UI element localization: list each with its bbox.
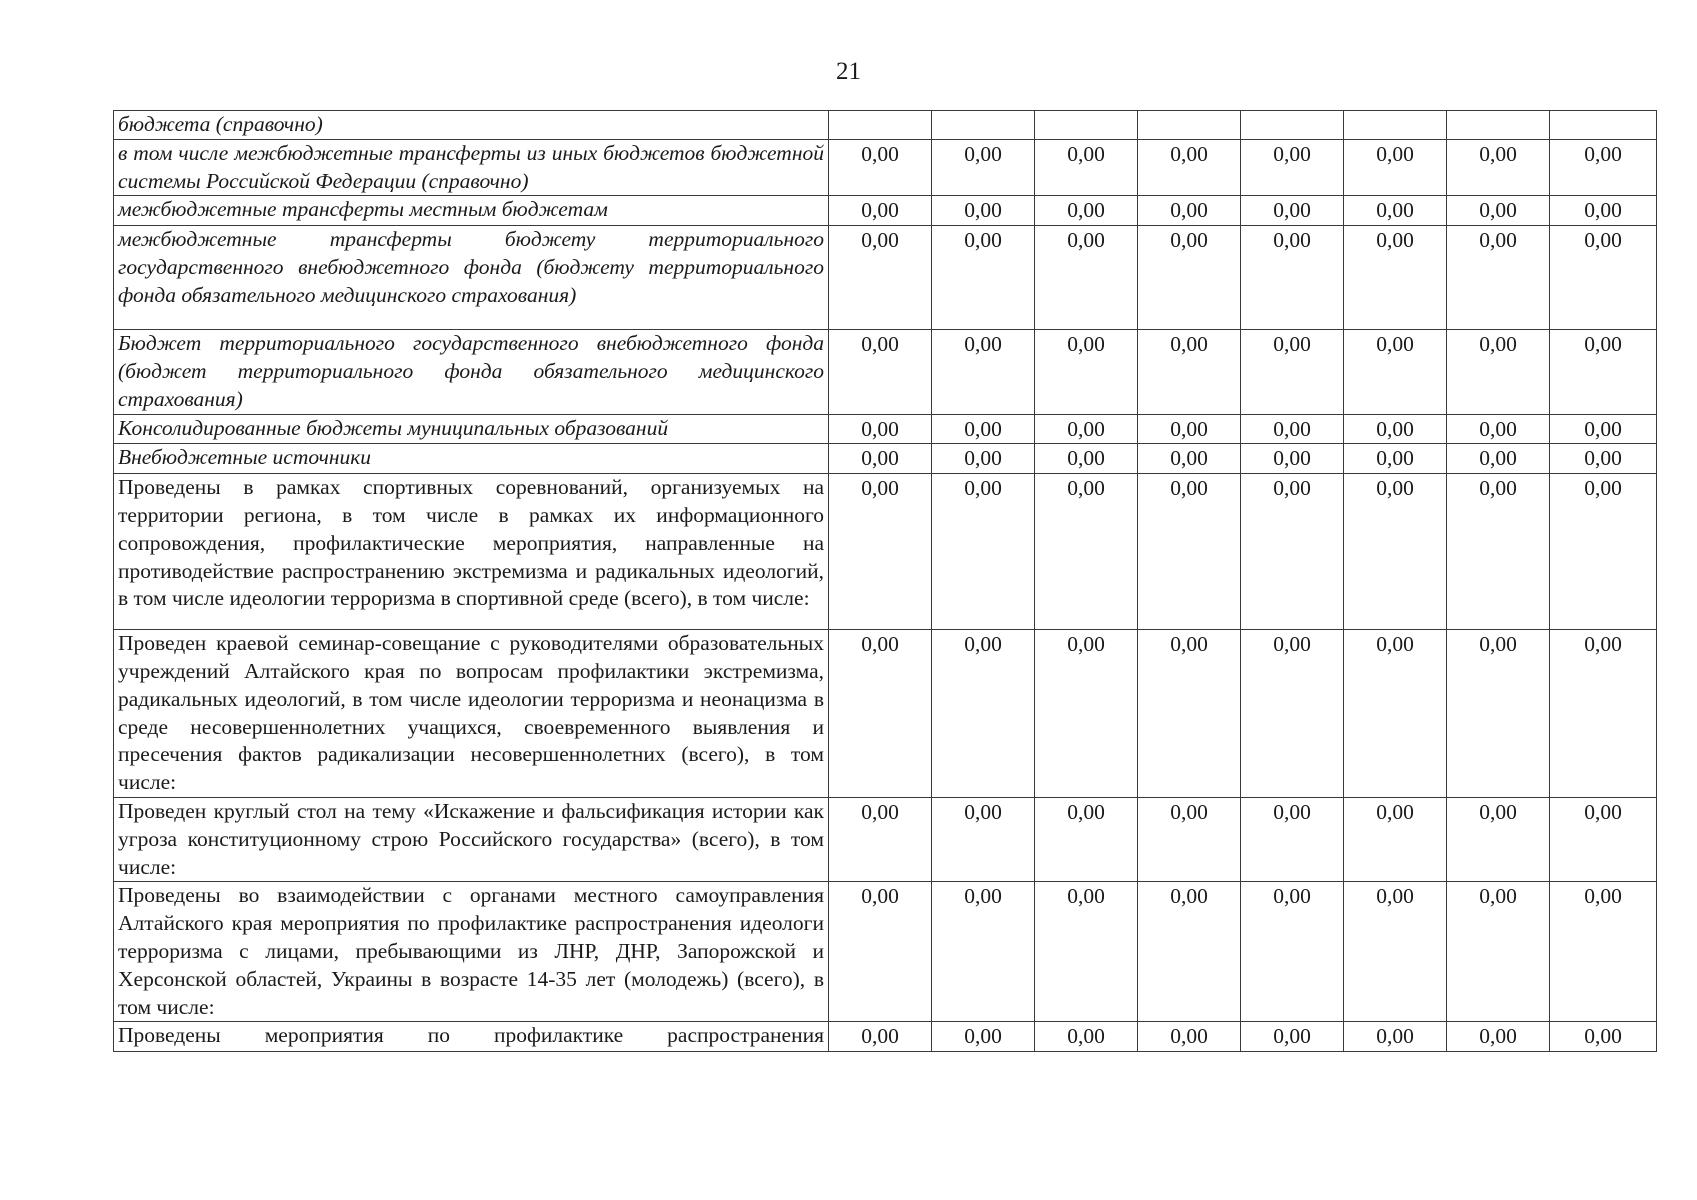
row-description: в том числе межбюджетные трансферты из иных бюджетов бюджетной системы Российской Федерации (справочно) <box>114 139 829 196</box>
value-cell: 0,00 <box>829 882 932 1022</box>
table-row <box>114 630 1657 798</box>
table-row <box>114 139 1657 196</box>
value-cell: 0,00 <box>1344 882 1447 1022</box>
value-cell <box>1344 111 1447 140</box>
value-cell: 0,00 <box>1344 226 1447 330</box>
table-row <box>114 414 1657 444</box>
value-cell: 0,00 <box>829 330 932 414</box>
value-cell: 0,00 <box>1035 196 1138 226</box>
value-cell: 0,00 <box>1035 226 1138 330</box>
value-cell: 0,00 <box>1035 882 1138 1022</box>
value-cell: 0,00 <box>932 330 1035 414</box>
value-cell: 0,00 <box>829 444 932 474</box>
value-cell: 0,00 <box>1138 474 1241 630</box>
value-cell <box>1241 111 1344 140</box>
row-description: межбюджетные трансферты бюджету территориального государственного внебюджетного фонда (бюджету территориального фонда обязательного медицинского страхования) <box>114 226 829 330</box>
value-cell: 0,00 <box>1550 444 1657 474</box>
table-row <box>114 111 1657 140</box>
value-cell: 0,00 <box>1344 414 1447 444</box>
value-cell: 0,00 <box>1550 330 1657 414</box>
row-description: Проведен краевой семинар-совещание с руководителями образовательных учреждений Алтайского края по вопросам профилактики экстремизма, радикальных идеологий, в том числе идеологии терроризма и неонацизма в среде несовершеннолетних учащихся, своевременного выявления и пресечения фактов радикализации несовершеннолетних (всего), в том числе: <box>114 630 829 798</box>
table-row <box>114 330 1657 414</box>
value-cell: 0,00 <box>1241 797 1344 881</box>
table-body <box>114 111 1657 1052</box>
value-cell: 0,00 <box>1138 882 1241 1022</box>
value-cell: 0,00 <box>1241 474 1344 630</box>
value-cell: 0,00 <box>1447 1022 1550 1052</box>
value-cell: 0,00 <box>1447 797 1550 881</box>
page-number: 21 <box>836 58 861 85</box>
value-cell: 0,00 <box>932 474 1035 630</box>
value-cell: 0,00 <box>1447 196 1550 226</box>
value-cell: 0,00 <box>1550 414 1657 444</box>
value-cell: 0,00 <box>829 1022 932 1052</box>
row-description: Проведен круглый стол на тему «Искажение и фальсификация истории как угроза конституционному строю Российского государства» (всего), в том числе: <box>114 797 829 881</box>
value-cell: 0,00 <box>1035 139 1138 196</box>
value-cell: 0,00 <box>1344 474 1447 630</box>
value-cell: 0,00 <box>1035 414 1138 444</box>
value-cell: 0,00 <box>1550 630 1657 798</box>
value-cell: 0,00 <box>1035 444 1138 474</box>
value-cell: 0,00 <box>1138 196 1241 226</box>
value-cell: 0,00 <box>1035 630 1138 798</box>
value-cell: 0,00 <box>1138 226 1241 330</box>
value-cell: 0,00 <box>1344 444 1447 474</box>
value-cell: 0,00 <box>1138 1022 1241 1052</box>
value-cell <box>829 111 932 140</box>
table-row <box>114 474 1657 630</box>
value-cell: 0,00 <box>1241 226 1344 330</box>
row-description: Консолидированные бюджеты муниципальных образований <box>114 414 829 444</box>
value-cell: 0,00 <box>1447 330 1550 414</box>
value-cell: 0,00 <box>1241 882 1344 1022</box>
value-cell: 0,00 <box>1241 444 1344 474</box>
value-cell: 0,00 <box>1550 882 1657 1022</box>
value-cell <box>1138 111 1241 140</box>
table-row <box>114 797 1657 881</box>
value-cell: 0,00 <box>1138 139 1241 196</box>
value-cell: 0,00 <box>829 414 932 444</box>
value-cell: 0,00 <box>1550 1022 1657 1052</box>
row-description: межбюджетные трансферты местным бюджетам <box>114 196 829 226</box>
value-cell: 0,00 <box>932 414 1035 444</box>
table-row <box>114 196 1657 226</box>
value-cell: 0,00 <box>829 226 932 330</box>
value-cell: 0,00 <box>1344 630 1447 798</box>
value-cell: 0,00 <box>932 882 1035 1022</box>
value-cell: 0,00 <box>1035 474 1138 630</box>
row-description: Проведены во взаимодействии с органами местного самоуправления Алтайского края мероприятия по профилактике распространения идеологи терроризма с лицами, пребывающими из ЛНР, ДНР, Запорожской и Херсонской областей, Украины в возрасте 14-35 лет (молодежь) (всего), в том числе: <box>114 882 829 1022</box>
row-description: Внебюджетные источники <box>114 444 829 474</box>
value-cell: 0,00 <box>1344 196 1447 226</box>
value-cell: 0,00 <box>1138 330 1241 414</box>
value-cell: 0,00 <box>932 226 1035 330</box>
value-cell: 0,00 <box>1550 797 1657 881</box>
value-cell: 0,00 <box>1550 139 1657 196</box>
value-cell: 0,00 <box>1241 1022 1344 1052</box>
value-cell: 0,00 <box>1344 139 1447 196</box>
value-cell: 0,00 <box>1138 444 1241 474</box>
table-row <box>114 226 1657 330</box>
table-row <box>114 444 1657 474</box>
value-cell: 0,00 <box>1447 226 1550 330</box>
value-cell: 0,00 <box>1447 139 1550 196</box>
value-cell: 0,00 <box>1447 630 1550 798</box>
value-cell: 0,00 <box>1550 474 1657 630</box>
value-cell: 0,00 <box>1035 1022 1138 1052</box>
value-cell: 0,00 <box>1447 414 1550 444</box>
value-cell: 0,00 <box>1138 797 1241 881</box>
value-cell: 0,00 <box>932 1022 1035 1052</box>
value-cell: 0,00 <box>829 139 932 196</box>
value-cell: 0,00 <box>829 630 932 798</box>
value-cell <box>1550 111 1657 140</box>
value-cell: 0,00 <box>1550 196 1657 226</box>
value-cell: 0,00 <box>932 196 1035 226</box>
row-description: Проведены в рамках спортивных соревнований, организуемых на территории региона, в том числе в рамках их информационного сопровождения, профилактические мероприятия, направленные на противодействие распространению экстремизма и радикальных идеологий, в том числе идеологии терроризма в спортивной среде (всего), в том числе: <box>114 474 829 630</box>
value-cell: 0,00 <box>1344 1022 1447 1052</box>
value-cell: 0,00 <box>829 797 932 881</box>
table-row <box>114 882 1657 1022</box>
value-cell: 0,00 <box>1241 414 1344 444</box>
value-cell: 0,00 <box>932 797 1035 881</box>
value-cell: 0,00 <box>1035 797 1138 881</box>
value-cell: 0,00 <box>1138 630 1241 798</box>
value-cell: 0,00 <box>932 139 1035 196</box>
value-cell: 0,00 <box>1447 444 1550 474</box>
table-row <box>114 1022 1657 1052</box>
row-description: бюджета (справочно) <box>114 111 829 140</box>
value-cell: 0,00 <box>1241 330 1344 414</box>
value-cell: 0,00 <box>1035 330 1138 414</box>
budget-table <box>113 110 1657 1052</box>
value-cell: 0,00 <box>1241 139 1344 196</box>
row-description: Бюджет территориального государственного внебюджетного фонда (бюджет территориального фонда обязательного медицинского страхования) <box>114 330 829 414</box>
value-cell: 0,00 <box>829 196 932 226</box>
value-cell: 0,00 <box>1344 797 1447 881</box>
row-description: Проведены мероприятия по профилактике распространения <box>114 1022 829 1052</box>
value-cell: 0,00 <box>1138 414 1241 444</box>
value-cell: 0,00 <box>1447 882 1550 1022</box>
value-cell <box>1447 111 1550 140</box>
value-cell <box>1035 111 1138 140</box>
value-cell: 0,00 <box>1344 330 1447 414</box>
value-cell: 0,00 <box>1447 474 1550 630</box>
value-cell: 0,00 <box>1241 196 1344 226</box>
value-cell: 0,00 <box>932 630 1035 798</box>
value-cell: 0,00 <box>829 474 932 630</box>
value-cell <box>932 111 1035 140</box>
value-cell: 0,00 <box>1550 226 1657 330</box>
value-cell: 0,00 <box>932 444 1035 474</box>
value-cell: 0,00 <box>1241 630 1344 798</box>
